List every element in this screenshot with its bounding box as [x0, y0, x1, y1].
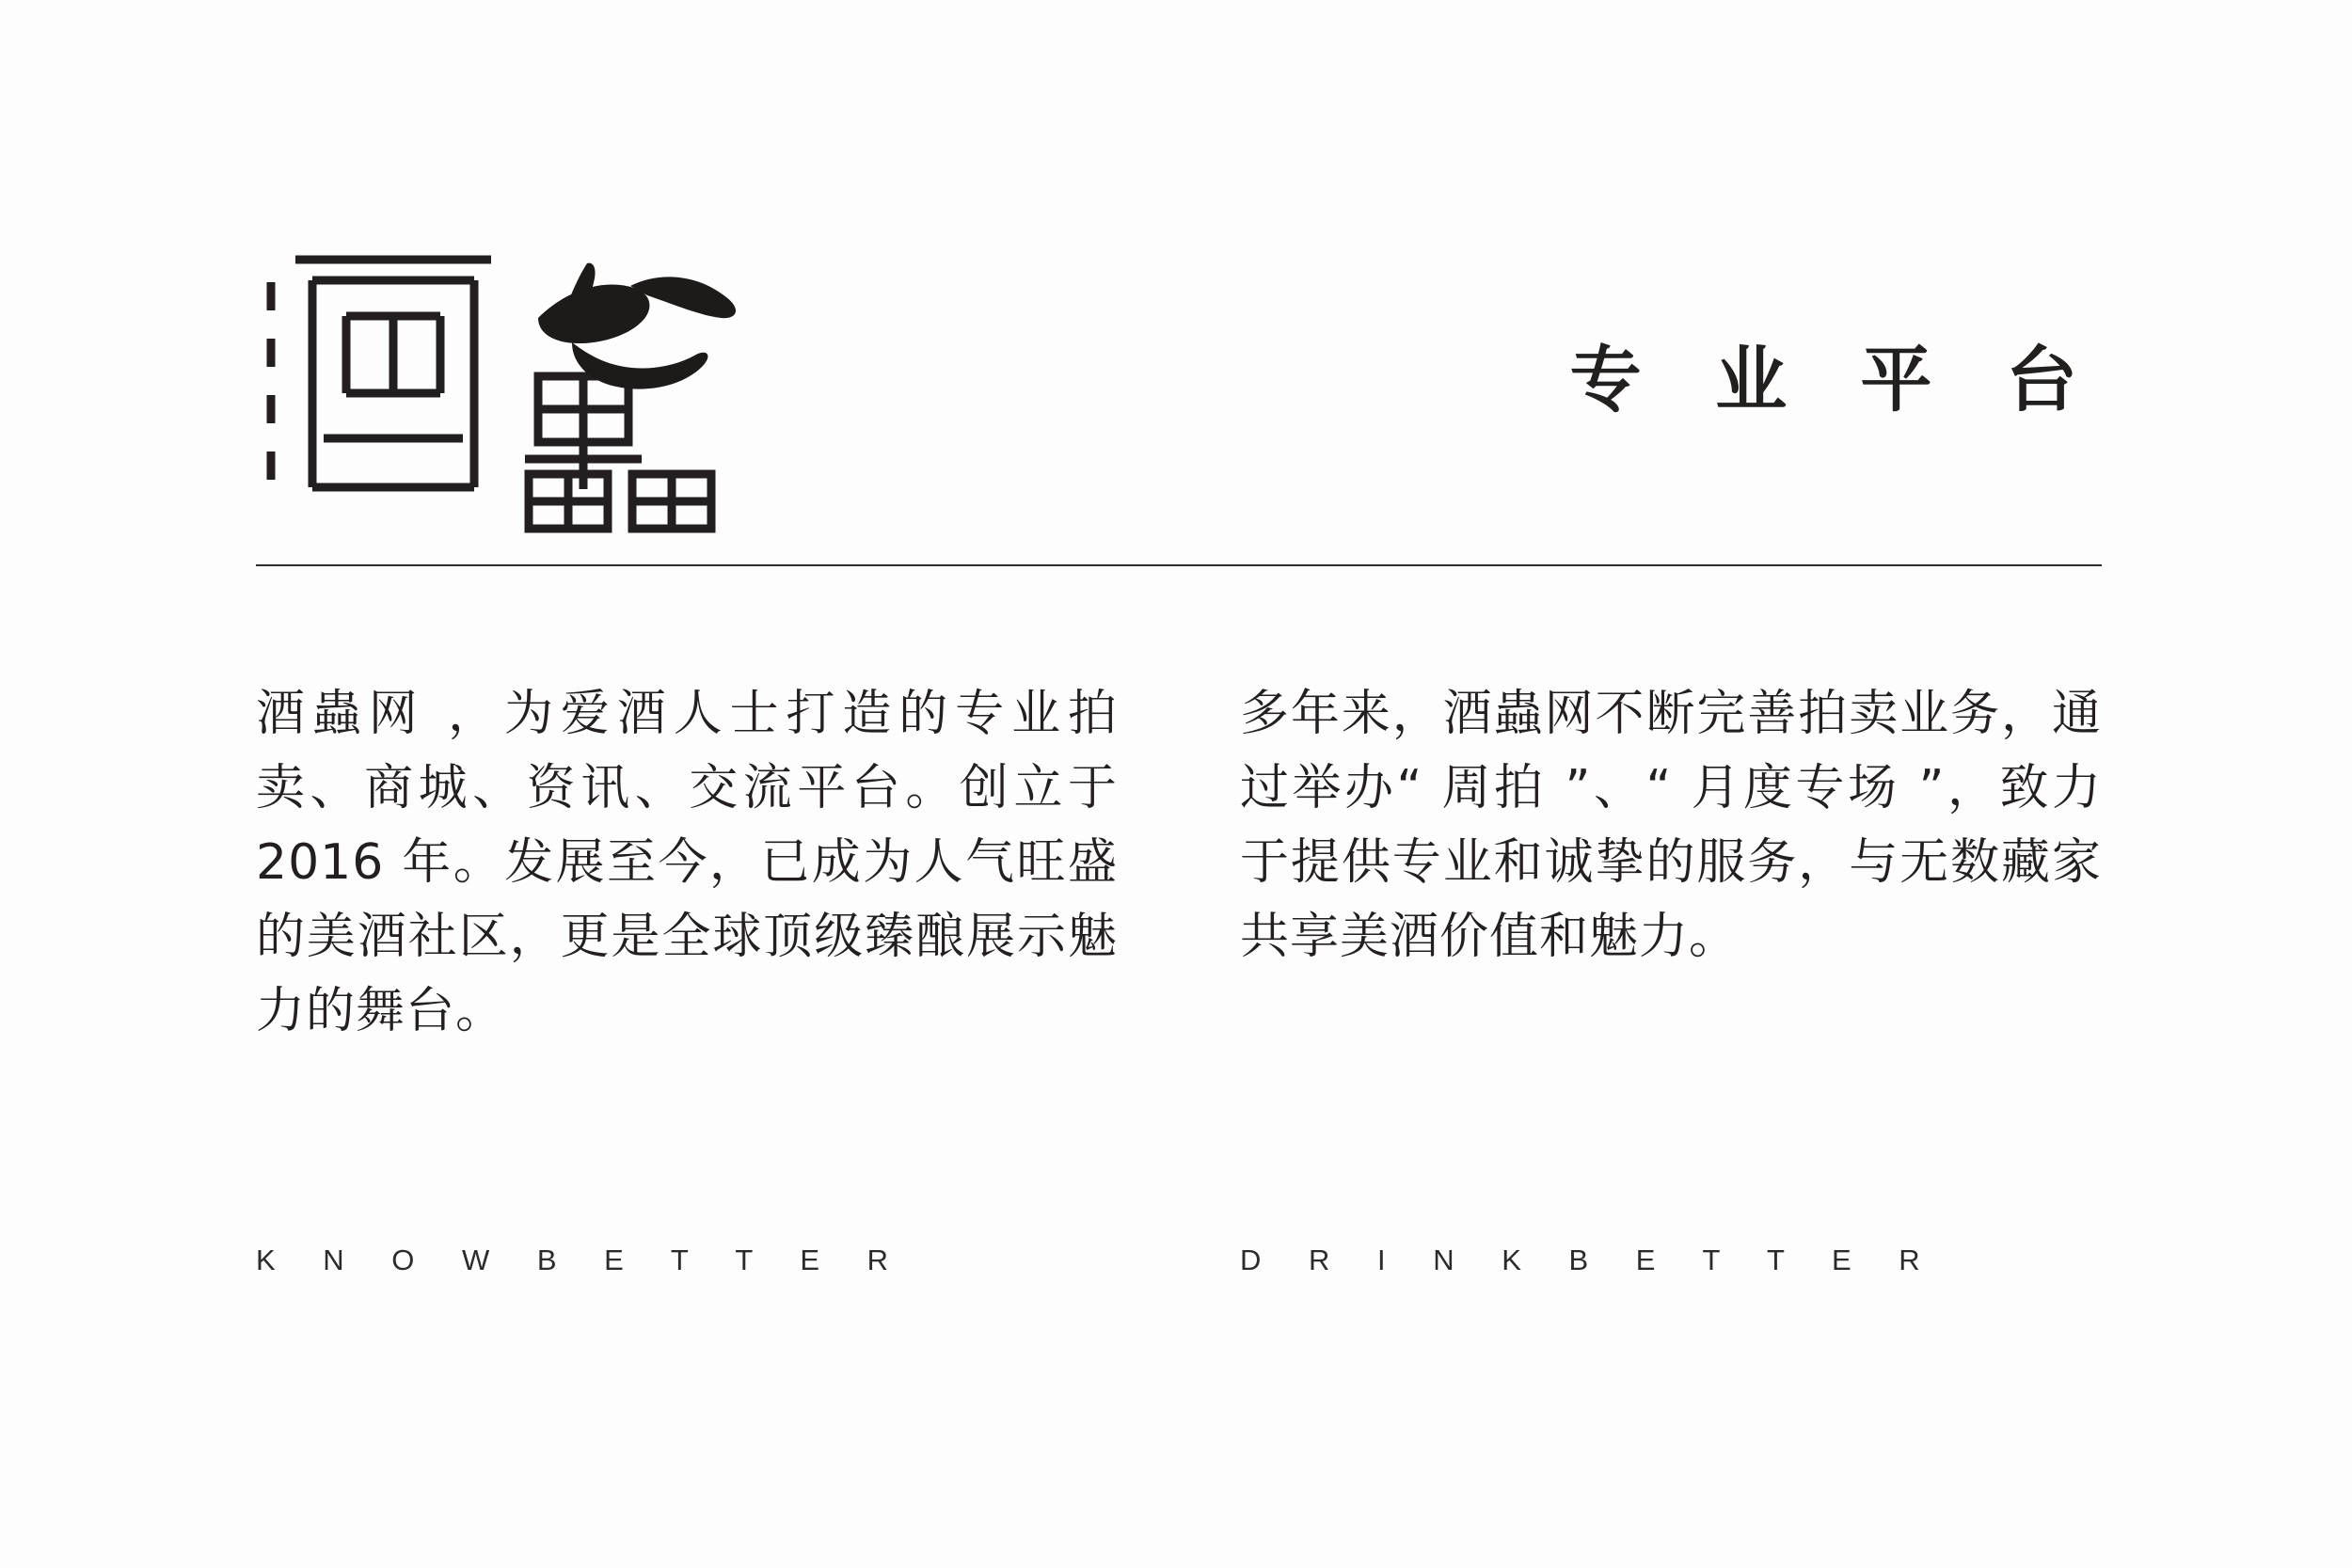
body-columns	[256, 677, 2102, 1049]
footer-slogans	[256, 1243, 2102, 1277]
column-about	[256, 677, 1118, 1049]
header	[256, 243, 2102, 581]
jiuchong-logo-icon	[256, 252, 783, 534]
header-divider	[256, 564, 2102, 566]
tagline: 专 业 平 台	[1569, 338, 2102, 421]
slogan-know-better: K N O W B E T T E R	[256, 1243, 909, 1276]
slogan-drink-better: D R I N K B E T T E R	[1240, 1243, 1940, 1276]
column-services	[1240, 677, 2102, 1049]
brand-logo	[256, 252, 783, 534]
about-paragraph: 酒蟲网 ，为爱酒人士打造的专业拍卖、商城、资讯、交流平台。创立于 2016 年。发展至今，已成为人气旺盛的美酒社区，更是全球顶级臻酿展示魅力的舞台。	[256, 686, 1118, 1040]
services-paragraph: 多年来，酒蟲网不断完善拍卖业务，通过举办“ 周拍 ”、“ 月度专场 ”，致力于提供专业和诚挚的服务，与无数藏家共享美酒价值和魅力。	[1240, 686, 2102, 966]
